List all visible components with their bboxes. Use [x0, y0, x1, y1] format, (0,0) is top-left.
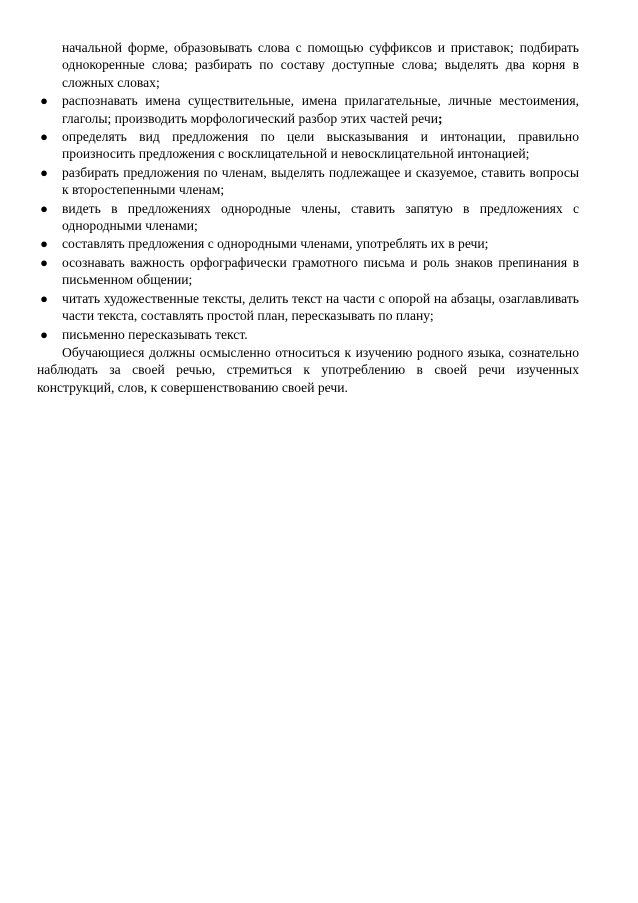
closing-paragraph: Обучающиеся должны осмысленно относиться к изучению родного языка, сознательно наблюдать за своей речью, стремиться к употреблению в своей речи изученных конструкций, слов, к совершенствованию своей речи. — [37, 344, 579, 395]
bullet-icon: ● — [40, 200, 48, 216]
bullet-icon: ● — [40, 326, 48, 342]
list-item — [37, 254, 579, 289]
list-item-text: письменно пересказывать текст. — [62, 326, 248, 342]
bullet-icon: ● — [40, 129, 48, 145]
list-item-text: составлять предложения с однородными членами, употреблять их в речи; — [62, 236, 489, 252]
bullet-icon: ● — [40, 290, 48, 306]
continuation-paragraph: начальной форме, образовывать слова с помощью суффиксов и приставок; подбирать однокоренные слова; разбирать по составу доступные слова; выделять два корня в сложных словах; — [62, 40, 579, 90]
list-item — [37, 92, 579, 127]
list-item-text: читать художественные тексты, делить текст на части с опорой на абзацы, озаглавливать части текста, составлять простой план, пересказывать по плану; — [62, 290, 579, 324]
bullet-icon: ● — [40, 164, 48, 180]
list-item — [37, 290, 579, 325]
list-item — [37, 128, 579, 163]
document-body — [37, 39, 579, 396]
list-item-text: видеть в предложениях однородные члены, ставить запятую в предложениях с однородными членами; — [62, 200, 579, 234]
list-item — [37, 164, 579, 199]
bullet-icon: ● — [40, 93, 48, 109]
list-item-text: определять вид предложения по цели высказывания и интонации, правильно произносить предложения с восклицательной и невосклицательной интонацией; — [62, 129, 579, 162]
list-item — [37, 200, 579, 235]
list-item-suffix: ; — [437, 110, 443, 126]
list-item — [37, 326, 579, 343]
bullet-icon: ● — [40, 254, 48, 270]
list-item-text: разбирать предложения по членам, выделять подлежащее и сказуемое, ставить вопросы к второстепенными членам; — [62, 164, 579, 198]
bullet-icon: ● — [40, 236, 48, 252]
list-item — [37, 235, 579, 252]
list-item-text: распознавать имена существительные, имена прилагательные, личные местоимения, глаголы; производить морфологический разбор этих частей речи — [62, 93, 579, 126]
list-item-text: осознавать важность орфографически грамотного письма и роль знаков препинания в письменном общении; — [62, 254, 579, 288]
requirements-list — [37, 92, 579, 343]
